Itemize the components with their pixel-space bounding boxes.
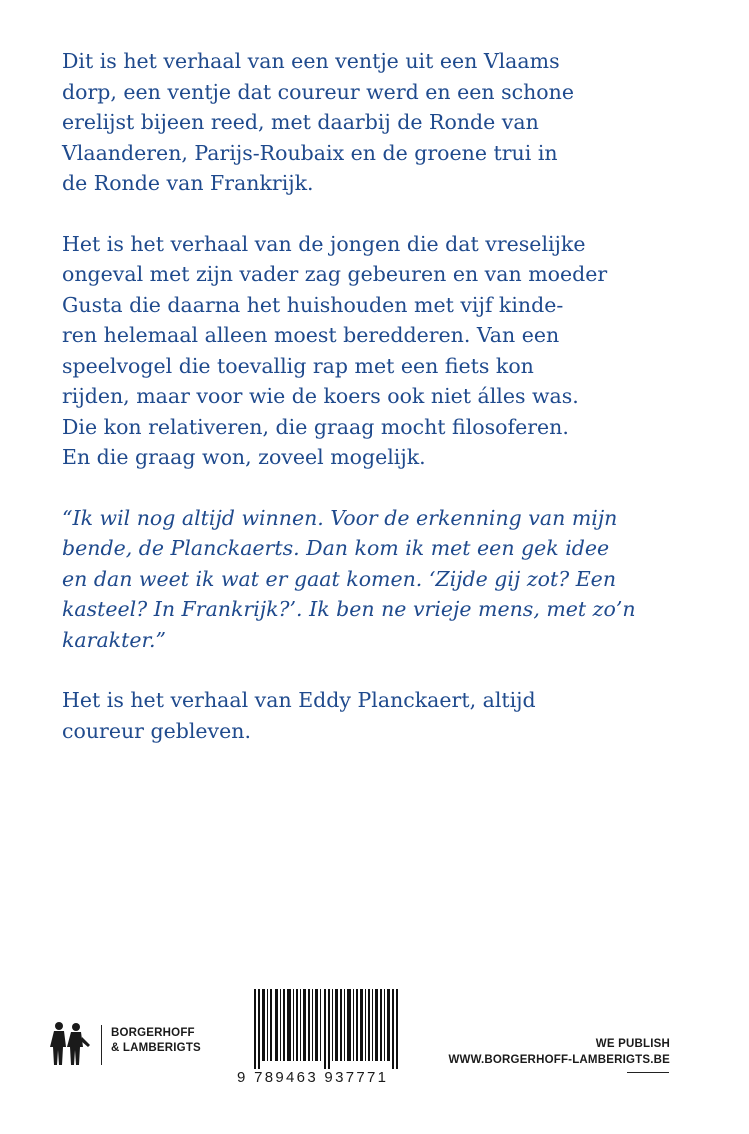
blurb-paragraph-3: Het is het verhaal van Eddy Planckaert, altijd coureur gebleven. [62,688,536,743]
blurb-text [62,46,702,776]
publisher-slogan [448,1036,670,1068]
blurb-paragraph-2: Het is het verhaal van de jongen die dat vreselijke ongeval met zijn vader zag gebeuren en van moeder Gusta die daarna het huishouden met vijf kinde- ren helemaal alleen moest beredderen. Van een speelvogel die toevallig rap met een fiets kon rijden, maar voor wie de koers ook niet álles was. Die kon relativeren, die graag mocht filosoferen. En die graag won, zoveel mogelijk. [62,231,608,469]
slogan-text: WE PUBLISH [595,1038,670,1050]
publisher-line-2: & LAMBERIGTS [111,1042,201,1054]
publisher-name [111,1026,201,1056]
cover-footer [0,985,749,1095]
barcode-icon [254,989,404,1069]
two-walking-men-logo-icon [48,1021,94,1067]
publisher-line-1: BORGERHOFF [111,1027,195,1039]
slogan-underline [627,1072,669,1073]
publisher-website: WWW.BORGERHOFF-LAMBERIGTS.BE [448,1054,670,1066]
blurb-paragraph-1: Dit is het verhaal van een ventje uit een Vlaams dorp, een ventje dat coureur werd en een schone erelijst bijeen reed, met daarbij de Ronde van Vlaanderen, Parijs-Roubaix en de groene trui in de Ronde van Frankrijk. [62,49,574,195]
isbn-number: 9 789463 937771 [237,1069,389,1086]
barcode [237,985,412,1095]
blurb-quote: “Ik wil nog altijd winnen. Voor de erkenning van mijn bende, de Planckaerts. Dan kom ik met een gek idee en dan weet ik wat er gaat komen. ‘Zijde gij zot? Een kasteel? In Frankrijk?’. Ik ben ne vrieje mens, met zo’n karakter.” [62,505,636,652]
logo-divider [101,1025,102,1065]
